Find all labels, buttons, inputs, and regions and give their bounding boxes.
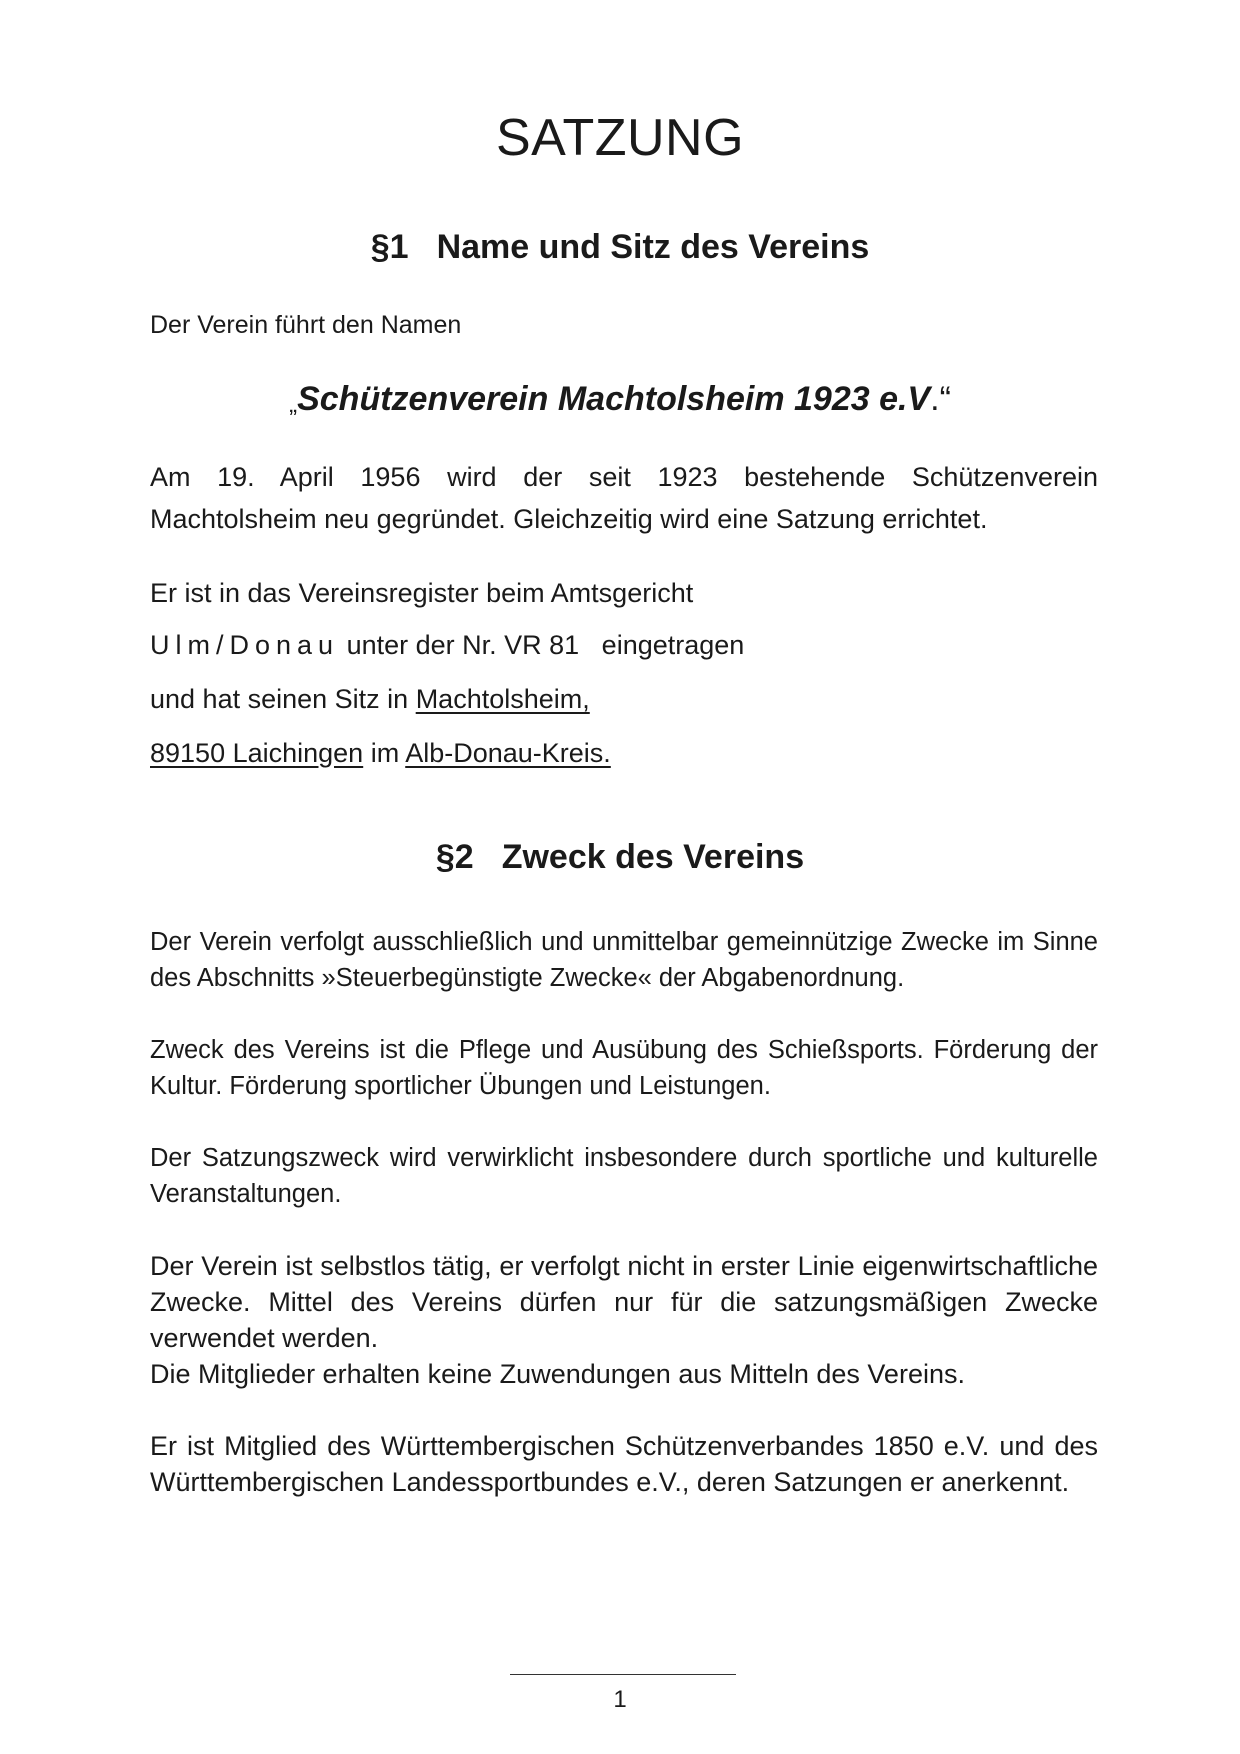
court-name: Ulm/Donau [150,630,340,660]
section-1-heading [0,228,1240,267]
club-name: Schützenverein Machtolsheim 1923 e.V [297,380,931,418]
purpose-paragraph-4b: Die Mitglieder erhalten keine Zuwendungen aus Mitteln des Vereins. [150,1359,965,1389]
club-name-open-quote: „ [289,391,298,418]
seat-town: 89150 Laichingen [150,738,364,768]
document-title: SATZUNG [495,109,745,167]
register-line-1: Er ist in das Vereinsregister beim Amtsgericht [150,578,694,608]
register-number: unter der Nr. VR 81 eingetragen [339,630,745,660]
section-2-number: §2 [435,838,474,876]
club-name-line [0,380,1240,419]
seat-prefix: und hat seinen Sitz in [150,684,416,714]
section-2-title: Zweck des Vereins [501,838,805,876]
name-intro: Der Verein führt den Namen [150,311,462,339]
section-2-heading [0,838,1240,877]
seat-line-1 [150,678,1098,720]
register-line-2 [150,624,1098,666]
purpose-paragraph-3: Der Satzungszweck wird verwirklicht insbesondere durch sportliche und kulturelle Veranstaltungen. [150,1144,1098,1208]
membership-paragraph: Er ist Mitglied des Württembergischen Schützenverbandes 1850 e.V. und des Württembergischen Landessportbundes e.V., deren Satzungen er anerkennt. [150,1431,1098,1497]
seat-line-2 [150,732,1098,774]
section-1-number: §1 [370,228,409,266]
seat-mid: im [363,738,406,768]
purpose-paragraph-1: Der Verein verfolgt ausschließlich und unmittelbar gemeinnützige Zwecke im Sinne des Abschnitts »Steuerbegünstigte Zwecke« der Abgabenordnung. [150,928,1098,992]
page-number: 1 [613,1686,627,1713]
club-name-close: .“ [930,380,951,418]
footer-divider [510,1674,736,1675]
purpose-paragraph-2: Zweck des Vereins ist die Pflege und Ausübung des Schießsports. Förderung der Kultur. Förderung sportlicher Übungen und Leistungen. [150,1036,1098,1100]
seat-place: Machtolsheim, [415,684,590,714]
section-1-title: Name und Sitz des Vereins [436,228,870,266]
founding-paragraph: Am 19. April 1956 wird der seit 1923 bestehende Schützenverein Machtolsheim neu gegründet. Gleichzeitig wird eine Satzung errichtet. [150,462,1098,534]
seat-district: Alb-Donau-Kreis. [405,738,611,768]
purpose-paragraph-4: Der Verein ist selbstlos tätig, er verfolgt nicht in erster Linie eigenwirtschaftliche Zwecke. Mittel des Vereins dürfen nur für die satzungsmäßigen Zwecke verwendet werden. [150,1251,1098,1353]
